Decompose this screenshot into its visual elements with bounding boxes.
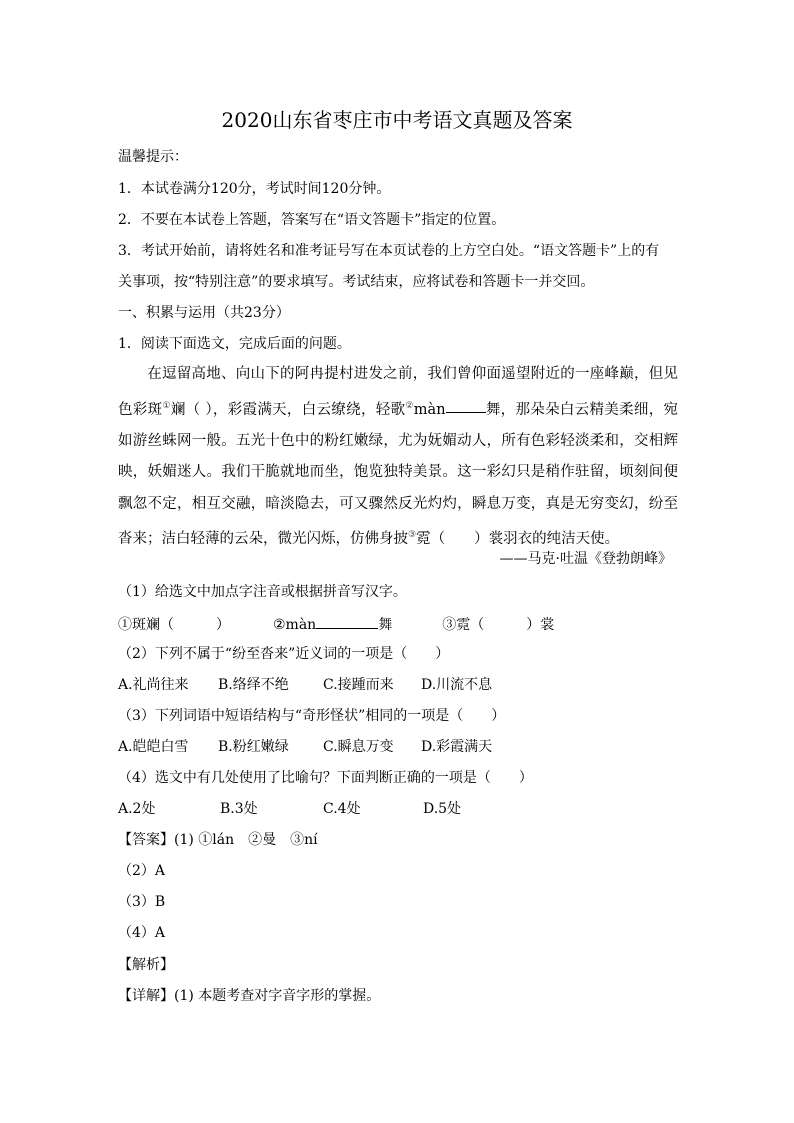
sub1-item-b-blank (316, 614, 378, 629)
sub4-option-d: D.5处 (423, 801, 462, 817)
sub-question-4-prompt: （4）选文中有几处使用了比喻句？下面判断正确的一项是（ ） (118, 770, 533, 786)
tip-item-1: 1．本试卷满分120分，考试时间120分钟。 (118, 181, 391, 197)
passage-part-2: 斓（ ），彩霞满天，白云缭绕，轻歌 (170, 401, 406, 418)
sub-question-1-prompt: （1）给选文中加点字注音或根据拼音写汉字。 (118, 584, 407, 600)
answer-label: 【答案】 (118, 832, 174, 848)
passage-part-1: 在逗留高地、向山下的阿冉提村进发之前，我们曾仰面遥望附近的一座峰巅，但见色彩斑 (118, 366, 678, 418)
sub3-option-a: A.皑皑白雪 (118, 739, 189, 755)
answer-1: (1) ①lán ②曼 ③ní (174, 832, 318, 848)
answer-2: （2）A (118, 863, 166, 879)
question-1-prompt: 1．阅读下面选文，完成后面的问题。 (118, 336, 351, 352)
answer-3: （3）B (118, 894, 166, 910)
passage-part-4: 霓（ ）裳羽衣的纯洁天使。 (416, 531, 620, 548)
passage-pinyin: màn (413, 401, 446, 418)
sub4-option-a: A.2处 (118, 801, 156, 817)
sub1-item-a: ①斑斓（ ） (118, 617, 230, 633)
sub3-option-d: D.彩霞满天 (421, 739, 493, 755)
sub-question-4-options (118, 800, 461, 818)
sub1-item-b-char: 舞 (378, 617, 393, 633)
sub2-option-d: D.川流不息 (421, 677, 493, 693)
page-title: 2020山东省枣庄市中考语文真题及答案 (221, 108, 573, 132)
answer-4: （4）A (118, 925, 166, 941)
marker-3: ③ (408, 530, 417, 541)
passage-blank (446, 398, 486, 413)
detail-label: 【详解】 (118, 988, 174, 1004)
sub1-item-c: ③霓（ ）裳 (442, 617, 555, 633)
sub1-item-b-pinyin: ②màn (273, 617, 317, 633)
sub3-option-b: B.粉红嫩绿 (218, 739, 289, 755)
detail-text: (1) 本题考查对字音字形的掌握。 (174, 988, 381, 1004)
tip-item-4: 关事项，按“特别注意”的要求填写。考试结束，应将试卷和答题卡一并交回。 (118, 274, 595, 290)
passage-part-3: 舞，那朵朵白云精美柔细，宛如游丝蛛网一般。五光十色中的粉红嫩绿，尤为妩媚动人，所有色彩轻淡柔和，交相辉映，妖媚迷人。我们干脆就地而坐，饱览独特美景。这一彩幻只是稍作驻留，顷刻间便飘忽不定，相互交融，暗淡隐去，可又骤然反光灼灼，瞬息万变，真是无穷变幻，纷至沓来；洁白轻薄的云朵，微光闪烁，仿佛身披 (118, 401, 679, 548)
sub2-option-b: B.络绎不绝 (218, 677, 289, 693)
sub-question-3-prompt: （3）下列词语中短语结构与“奇形怪状”相同的一项是（ ） (118, 708, 506, 724)
sub-question-2-options (118, 676, 492, 694)
marker-2: ② (405, 400, 414, 411)
analysis-label: 【解析】 (118, 957, 174, 973)
sub4-option-b: B.3处 (220, 801, 258, 817)
answer-line-1 (118, 831, 318, 849)
tips-heading: 温馨提示： (118, 149, 188, 165)
sub-question-3-options (118, 738, 492, 756)
sub2-option-c: C.接踵而来 (323, 677, 394, 693)
tip-item-3: 3．考试开始前，请将姓名和准考证号写在本页试卷的上方空白处。“语文答题卡”上的有 (118, 243, 660, 259)
marker-1: ① (162, 400, 171, 411)
sub4-option-c: C.4处 (323, 801, 361, 817)
detail-line (118, 987, 380, 1005)
sub-question-1-items (118, 614, 554, 634)
section-heading: 一、积累与运用（共23分） (118, 305, 290, 321)
reading-passage (118, 359, 678, 556)
sub-question-2-prompt: （2）下列不属于“纷至沓来”近义词的一项是（ ） (118, 646, 450, 662)
passage-source: ——马克·吐温《登勃朗峰》 (499, 551, 672, 567)
sub2-option-a: A.礼尚往来 (118, 677, 189, 693)
sub3-option-c: C.瞬息万变 (323, 739, 394, 755)
tip-item-2: 2．不要在本试卷上答题，答案写在“语文答题卡”指定的位置。 (118, 212, 506, 228)
